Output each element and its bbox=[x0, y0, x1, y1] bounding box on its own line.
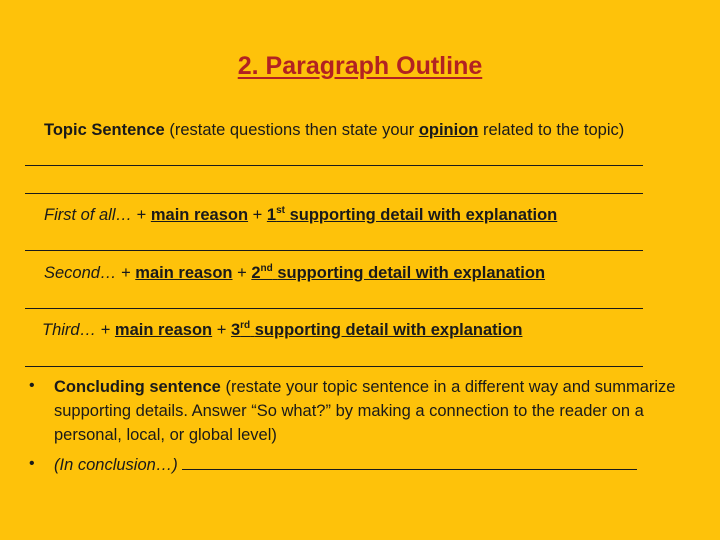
main-reason: main reason bbox=[135, 264, 233, 282]
blank-line bbox=[25, 366, 643, 367]
ordinal: 2 bbox=[251, 264, 261, 282]
main-reason: main reason bbox=[150, 206, 249, 224]
main-reason: main reason bbox=[114, 321, 213, 339]
ordinal-suffix: st bbox=[276, 204, 285, 216]
bullet-marker: • bbox=[29, 455, 35, 472]
plus-sign: + bbox=[237, 264, 247, 282]
supporting-detail: supporting detail with explanation bbox=[277, 264, 546, 282]
concluding-label: Concluding sentence bbox=[54, 378, 221, 396]
plus-sign: + bbox=[100, 321, 111, 339]
second-supporting-line bbox=[44, 263, 545, 283]
topic-post: related to the topic) bbox=[482, 121, 625, 139]
blank-line bbox=[182, 455, 637, 470]
ordinal: 1 bbox=[266, 206, 277, 224]
plus-sign: + bbox=[252, 206, 263, 224]
third-supporting-line bbox=[42, 320, 522, 340]
opinion-word: opinion bbox=[418, 121, 479, 139]
conclusion-lead: (In conclusion…) bbox=[54, 456, 178, 474]
blank-line bbox=[25, 308, 643, 309]
concluding-text: (restate your topic sentence in a different way and summarize supporting details. Answer “So what?” by making a connection to the reader on a personal, local, or global level) bbox=[54, 378, 676, 444]
blank-line bbox=[25, 250, 643, 251]
third-lead: Third… bbox=[42, 321, 97, 339]
blank-line bbox=[25, 193, 643, 194]
concluding-sentence bbox=[54, 375, 714, 447]
conclusion-line bbox=[54, 455, 637, 475]
plus-sign: + bbox=[136, 206, 147, 224]
topic-pre: (restate questions then state your bbox=[169, 121, 415, 139]
first-supporting-line bbox=[44, 205, 557, 225]
topic-label: Topic Sentence bbox=[44, 121, 165, 139]
ordinal: 3 bbox=[230, 321, 241, 339]
page-title: 2. Paragraph Outline bbox=[237, 52, 483, 80]
supporting-detail: supporting detail with explanation bbox=[289, 206, 558, 224]
plus-sign: + bbox=[121, 264, 131, 282]
supporting-detail: supporting detail with explanation bbox=[254, 321, 523, 339]
ordinal-suffix: nd bbox=[260, 262, 273, 274]
ordinal-suffix: rd bbox=[240, 319, 251, 331]
blank-line bbox=[25, 165, 643, 166]
first-lead: First of all… bbox=[44, 206, 133, 224]
second-lead: Second… bbox=[44, 264, 117, 282]
bullet-marker: • bbox=[29, 377, 35, 394]
topic-sentence bbox=[44, 120, 624, 140]
plus-sign: + bbox=[216, 321, 227, 339]
